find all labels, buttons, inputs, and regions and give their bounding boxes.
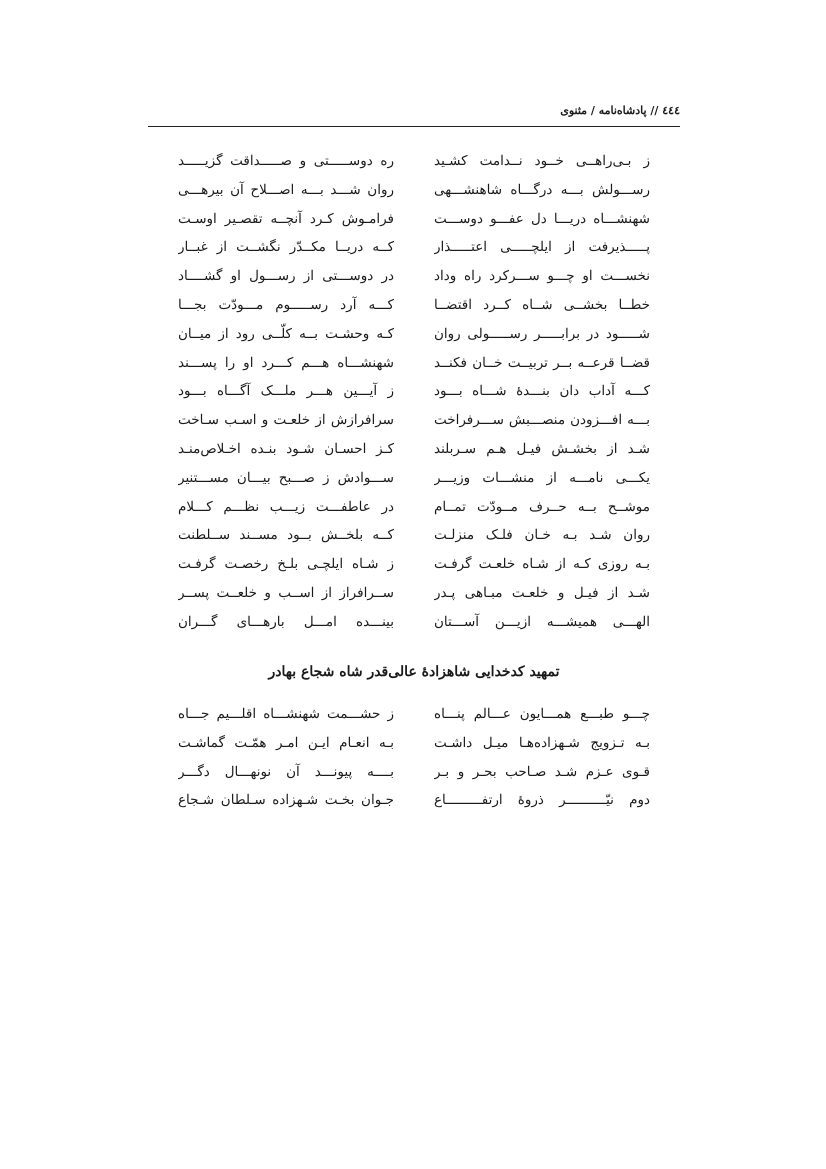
second-hemistich: روان شـــد بـــه اصـــلاح آن بیرهـــی	[178, 181, 394, 198]
first-hemistich: خطــا بخشــی شــاه کــرد اقتضــا	[434, 296, 650, 313]
couplet	[178, 407, 650, 436]
first-hemistich: شـد از فیـل و خلعـت مبـاهی پـدر	[434, 584, 650, 601]
first-hemistich: ز بـی‌راهــی خــود نــدامت کشـید	[434, 153, 650, 169]
couplet	[178, 350, 650, 379]
first-hemistich: بـه تـزویج شـهزاده‌هـا میـل داشـت	[434, 734, 650, 751]
poem-section-2	[178, 701, 650, 816]
couplet	[178, 701, 650, 730]
couplet	[178, 730, 650, 759]
first-hemistich: موشــح بــه حــرف مــودّت تمــام	[434, 498, 650, 515]
second-hemistich: کــه دریــا مکــدّر نگشــت از غبــار	[178, 239, 394, 256]
first-hemistich: بـه روزی کـه از شـاه خلعـت گرفـت	[434, 556, 650, 573]
section-heading: تمهید کدخدایی شاهزادهٔ عالی‌قدر شاه شجاع بهادر	[268, 664, 560, 680]
running-title: ٤٤٤ // پادشاه‌نامه / مثنوی	[560, 104, 680, 117]
couplet	[178, 148, 650, 177]
second-hemistich: سرافرازش از خلعـت و اسـب سـاخت	[178, 412, 394, 429]
first-hemistich: چـــو طبـــع همـــایون عـــالم پنـــاه	[434, 706, 650, 722]
second-hemistich: ســرافراز از اســب و خلعــت پســر	[178, 584, 394, 601]
couplet	[178, 609, 650, 638]
first-hemistich: نخســـت او چـــو ســـرکرد راه وداد	[434, 268, 650, 285]
couplet	[178, 234, 650, 263]
second-hemistich: بـه انعـام ایـن امـر همّـت گماشـت	[178, 734, 394, 751]
second-hemistich: ز شـاه ایلچـی بلـخ رخصـت گرفـت	[178, 556, 394, 573]
couplet	[178, 759, 650, 788]
second-hemistich: کـــه آرد رســـــوم مـــودّت بجـــا	[178, 296, 394, 313]
second-hemistich: شهنشـــاه هـــم کـــرد او را پســـند	[178, 354, 394, 371]
couplet	[178, 494, 650, 523]
second-hemistich: در دوســـتی از رســـول او گشــــاد	[178, 268, 394, 285]
couplet	[178, 177, 650, 206]
couplet	[178, 206, 650, 235]
first-hemistich: قضــا قرعــه بــر تربیــت خــان فکنــد	[434, 354, 650, 371]
second-hemistich: بینـــده امـــل بارهـــای گـــران	[178, 613, 394, 630]
couplet	[178, 551, 650, 580]
couplet	[178, 321, 650, 350]
second-hemistich: ز آیـــین هـــر ملـــک آگـــاه بـــود	[178, 383, 394, 400]
couplet	[178, 292, 650, 321]
first-hemistich: کـــه آداب دان بنـــدهٔ شـــاه بـــود	[434, 383, 650, 400]
second-hemistich: کــه بلخــش بــود مســند ســلطنت	[178, 527, 394, 544]
poem-section-1	[178, 148, 650, 638]
couplet	[178, 787, 650, 816]
couplet	[178, 465, 650, 494]
first-hemistich: پـــــذیرفت از ایلچـــــی اعتـــــذار	[434, 239, 650, 256]
first-hemistich: رســـولش بـــه درگـــاه شاهنشـــهی	[434, 181, 650, 198]
couplet	[178, 378, 650, 407]
first-hemistich: روان شـد بـه خـان فلـک منزلـت	[434, 527, 650, 544]
second-hemistich: فرامـوش کـرد آنچــه تقصـیر اوسـت	[178, 210, 394, 227]
second-hemistich: جـوان بخـت شـهزاده سـلطان شـجاع	[178, 792, 394, 809]
second-hemistich: ســـوادش ز صـــبح بیـــان مســـتنیر	[178, 469, 394, 486]
second-hemistich: کـز احسـان شـود بنـده اخـلاص‌منـد	[178, 440, 394, 457]
couplet	[178, 580, 650, 609]
first-hemistich: شـــــود در برابـــــر رســـــولی روان	[434, 325, 650, 342]
couplet	[178, 436, 650, 465]
second-hemistich: بــــه پیونـــد آن نونهـــال دگـــر	[178, 763, 394, 780]
couplet	[178, 263, 650, 292]
first-hemistich: بـــه افـــزودن منصـــبش ســـرفراخت	[434, 412, 650, 429]
first-hemistich: شهنشـــاه دریـــا دل عفـــو دوســـت	[434, 210, 650, 227]
first-hemistich: دوم نیّــــــــــر ذروهٔ ارتفـــــــــاع	[434, 792, 650, 809]
second-hemistich: ز حشـــمت شهنشـــاه اقلـــیم جـــاه	[178, 706, 394, 722]
first-hemistich: یکـــی نامـــه از منشـــات وزیـــر	[434, 469, 650, 486]
page-header	[148, 100, 680, 127]
second-hemistich: کـه وحشـت بــه کلّــی رود از میــان	[178, 325, 394, 342]
first-hemistich: الهـــی همیشـــه ازیـــن آســـتان	[434, 613, 650, 630]
couplet	[178, 522, 650, 551]
first-hemistich: شـد از بخشـش فیـل هـم سـربلند	[434, 440, 650, 457]
second-hemistich: در عاطفـــت زیـــب نظـــم کـــلام	[178, 498, 394, 515]
second-hemistich: ره دوســـــتی و صـــــداقت گزیـــــد	[178, 153, 394, 169]
first-hemistich: قـوی عـزم شـد صـاحب بحـر و بـر	[434, 763, 650, 780]
